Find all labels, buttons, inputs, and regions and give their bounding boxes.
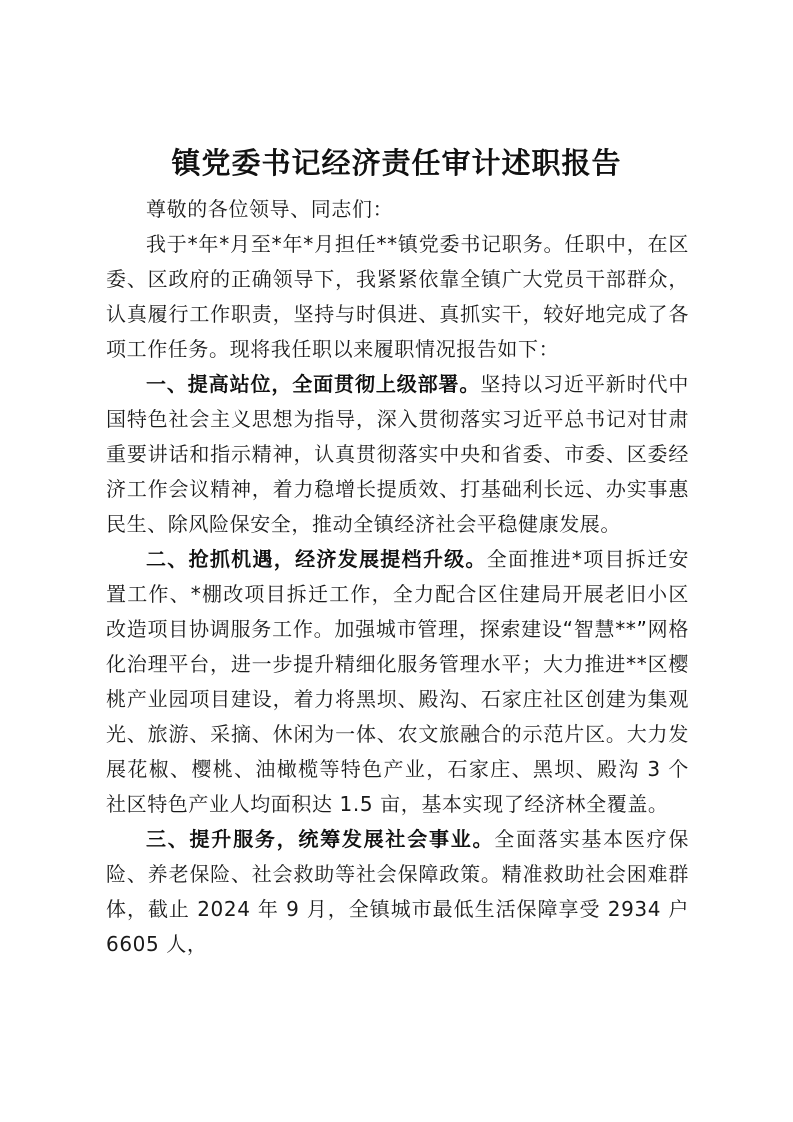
- section-text-3: 全面落实基本医疗保险、养老保险、社会救助等社会保障政策。精准救助社会困难群体，截止 2024 年 9 月，全镇城市最低生活保障享受 2934 户 6605 人，: [106, 827, 689, 956]
- section-text-2: 全面推进*项目拆迁安置工作、*棚改项目拆迁工作，全力配合区住建局开展老旧小区改造项目协调服务工作。加强城市管理，探索建设“智慧**”网格化治理平台，进一步提升精细化服务管理水平；大力推进**区樱桃产业园项目建设，着力将黑坝、殿沟、石家庄社区创建为集观光、旅游、采摘、休闲为一体、农文旅融合的示范片区。大力发展花椒、樱桃、油橄榄等特色产业，石家庄、黑坝、殿沟 3 个社区特色产业人均面积达 1.5 亩，基本实现了经济林全覆盖。: [106, 547, 689, 816]
- document-body: [106, 192, 689, 962]
- section-paragraph-1: [106, 367, 689, 542]
- section-heading-3: 三、提升服务，统筹发展社会事业。: [146, 827, 495, 851]
- section-paragraph-3: [106, 822, 689, 962]
- section-text-1: 坚持以习近平新时代中国特色社会主义思想为指导，深入贯彻落实习近平总书记对甘肃重要讲话和指示精神，认真贯彻落实中央和省委、市委、区委经济工作会议精神，着力稳增长提质效、打基础利长远、办实事惠民生、除风险保安全，推动全镇经济社会平稳健康发展。: [106, 372, 690, 536]
- section-paragraph-2: [106, 542, 689, 822]
- greeting-paragraph: 尊敬的各位领导、同志们：: [146, 197, 394, 221]
- document-title: 镇党委书记经济责任审计述职报告: [171, 146, 622, 180]
- intro-paragraph: 我于*年*月至*年*月担任**镇党委书记职务。任职中，在区委、区政府的正确领导下，我紧紧依靠全镇广大党员干部群众，认真履行工作职责，坚持与时俱进、真抓实干，较好地完成了各项工作任务。现将我任职以来履职情况报告如下：: [106, 232, 689, 361]
- section-heading-1: 一、提高站位，全面贯彻上级部署。: [146, 372, 481, 396]
- section-heading-2: 二、抢抓机遇，经济发展提档升级。: [146, 547, 487, 571]
